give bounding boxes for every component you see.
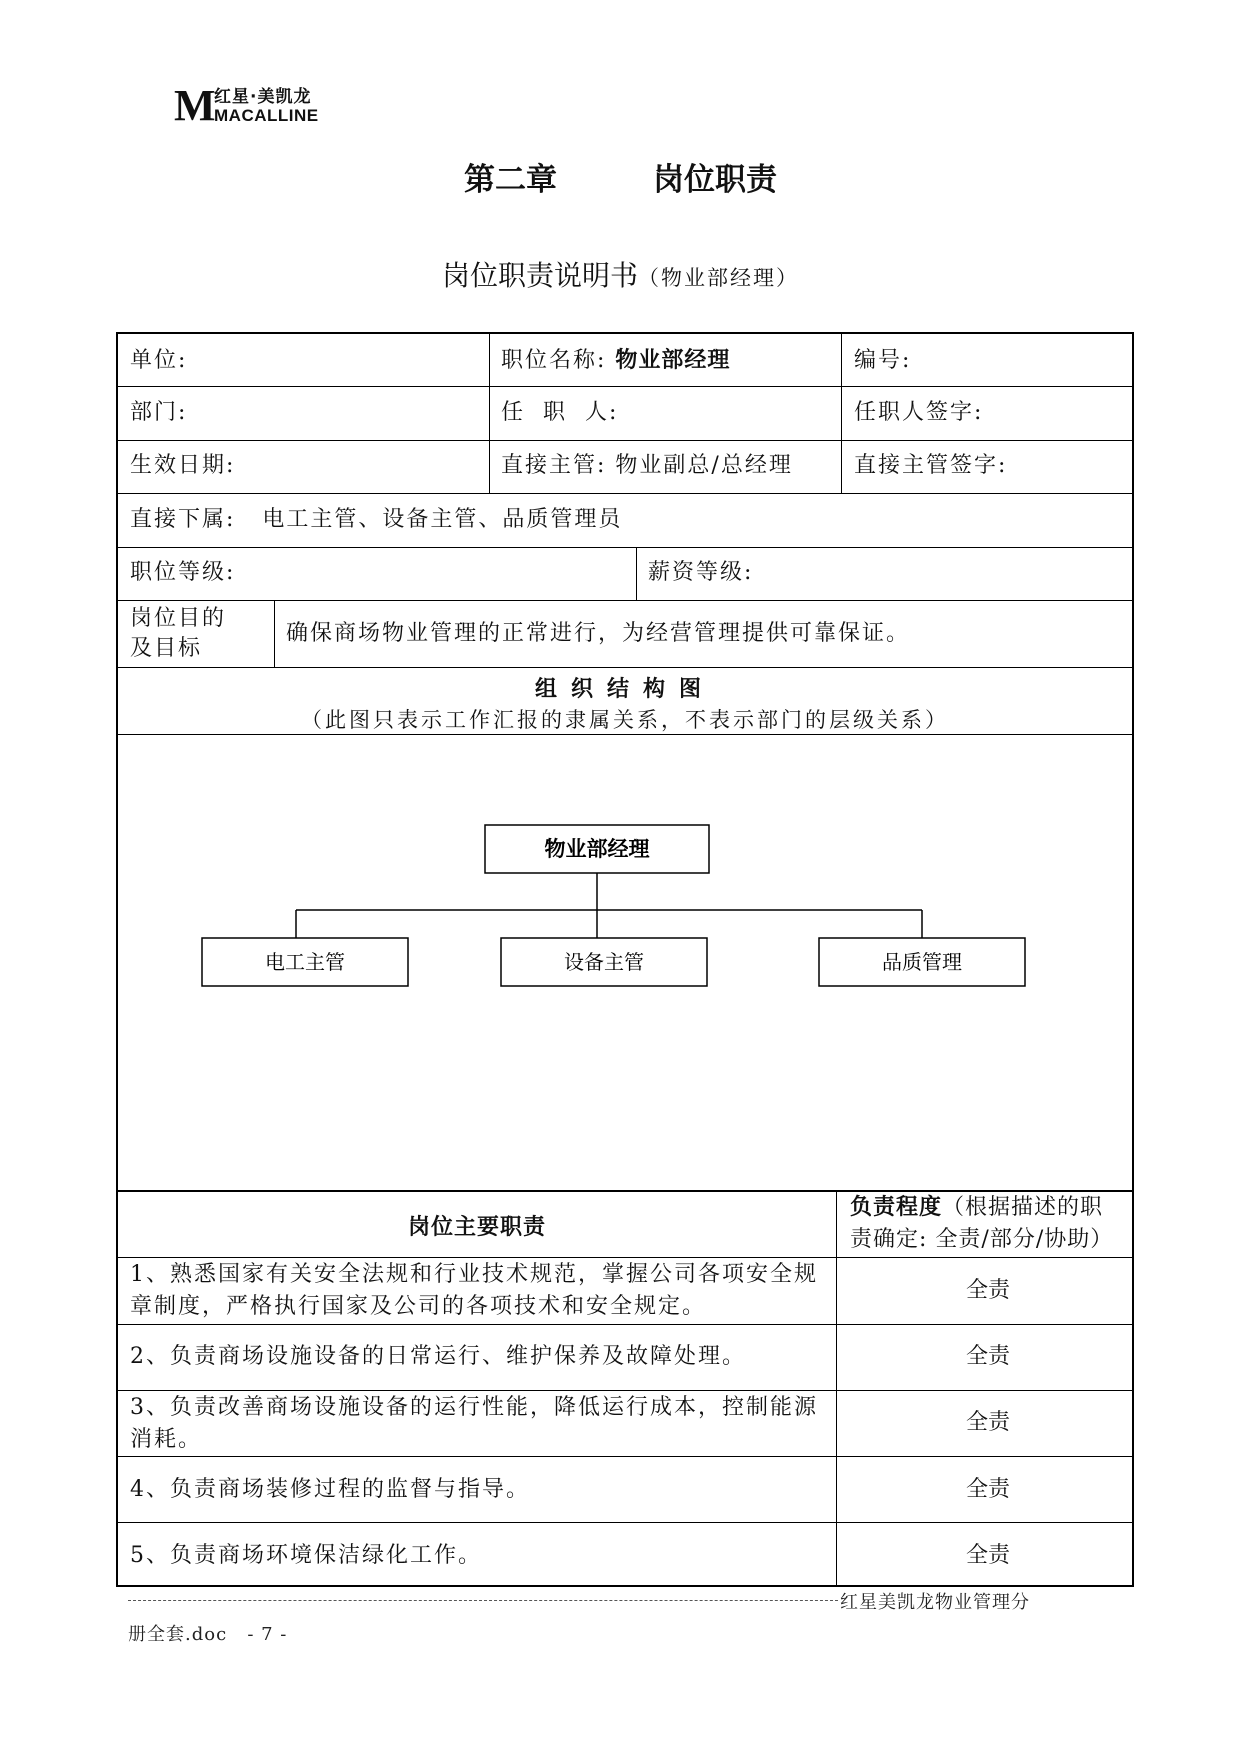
- org-root-label: 物业部经理: [544, 837, 650, 861]
- org-child-label-quality: 品质管理: [882, 950, 962, 974]
- org-chart-title: 组织结构图: [534, 677, 715, 702]
- holder-label: 任 职 人:: [501, 400, 619, 425]
- responsibility-level: 全责: [965, 1278, 1010, 1303]
- direct-supervisor-value: 物业副总/总经理: [615, 453, 793, 478]
- unit-label: 单位:: [130, 348, 188, 373]
- org-child-label-electrical: 电工主管: [265, 950, 345, 974]
- responsibility-level: 全责: [965, 1344, 1010, 1369]
- footer-company: 红星美凯龙物业管理分: [840, 1592, 1030, 1613]
- degree-header-rest: （根据描述的职: [942, 1195, 1104, 1220]
- main-responsibilities-header: 岗位主要职责: [407, 1215, 546, 1240]
- responsibility-item: 2、负责商场设施设备的日常运行、维护保养及故障处理。: [130, 1344, 746, 1369]
- responsibility-degree-header: [850, 1192, 1134, 1256]
- responsibility-level: 全责: [965, 1477, 1010, 1502]
- responsibility-level: 全责: [965, 1543, 1010, 1568]
- direct-supervisor-label: 直接主管:: [501, 453, 607, 478]
- degree-header-bold: 负责程度: [850, 1195, 943, 1220]
- responsibility-item: 1、熟悉国家有关安全法规和行业技术规范，掌握公司各项安全规章制度，严格执行国家及公司的各项技术和安全规定。: [130, 1262, 818, 1319]
- supervisor-signature-label: 直接主管签字:: [854, 453, 1008, 478]
- responsibility-level: 全责: [965, 1410, 1010, 1435]
- document-title-sub: （物业部经理）: [638, 266, 799, 290]
- responsibility-item: 3、负责改善商场设施设备的运行性能，降低运行成本，控制能源消耗。: [130, 1395, 818, 1452]
- effective-date-label: 生效日期:: [130, 453, 236, 478]
- responsibility-item: 4、负责商场装修过程的监督与指导。: [130, 1477, 530, 1502]
- direct-subordinates-label: 直接下属:: [130, 507, 236, 532]
- objective-label-line2: 及目标: [130, 636, 203, 661]
- org-chart-note: （此图只表示工作汇报的隶属关系，不表示部门的层级关系）: [301, 708, 949, 732]
- department-label: 部门:: [130, 400, 188, 425]
- org-child-label-equipment: 设备主管: [564, 950, 644, 974]
- document-title: [0, 256, 1241, 298]
- logo-chinese-name: 红星·美凯龙: [214, 87, 312, 107]
- objective-value: 确保商场物业管理的正常进行，为经营管理提供可靠保证。: [286, 621, 911, 646]
- responsibility-item: 5、负责商场环境保洁绿化工作。: [130, 1543, 482, 1568]
- direct-subordinates-value: 电工主管、设备主管、品质管理员: [262, 507, 623, 532]
- position-grade-label: 职位等级:: [130, 560, 236, 585]
- footer-filename-page: 册全套.doc - 7 -: [128, 1624, 288, 1645]
- chapter-number: 第二章: [464, 162, 557, 198]
- salary-grade-label: 薪资等级:: [648, 560, 754, 585]
- holder-signature-label: 任职人签字:: [854, 400, 984, 425]
- logo-english-name: MACALLINE: [214, 106, 319, 125]
- position-name-value: 物业部经理: [615, 348, 731, 373]
- code-label: 编号:: [854, 348, 912, 373]
- chapter-heading: [0, 160, 1241, 200]
- chapter-title: 岗位职责: [653, 162, 777, 198]
- job-description-form: [116, 332, 1134, 1587]
- position-name-label: 职位名称:: [501, 348, 607, 373]
- document-title-main: 岗位职责说明书: [441, 259, 638, 292]
- logo-mark: M: [174, 81, 216, 130]
- footer-divider: [128, 1600, 838, 1601]
- objective-label-line1: 岗位目的: [130, 606, 227, 631]
- degree-header-line2: 责确定: 全责/部分/协助）: [850, 1227, 1114, 1252]
- org-chart: [118, 334, 1132, 1190]
